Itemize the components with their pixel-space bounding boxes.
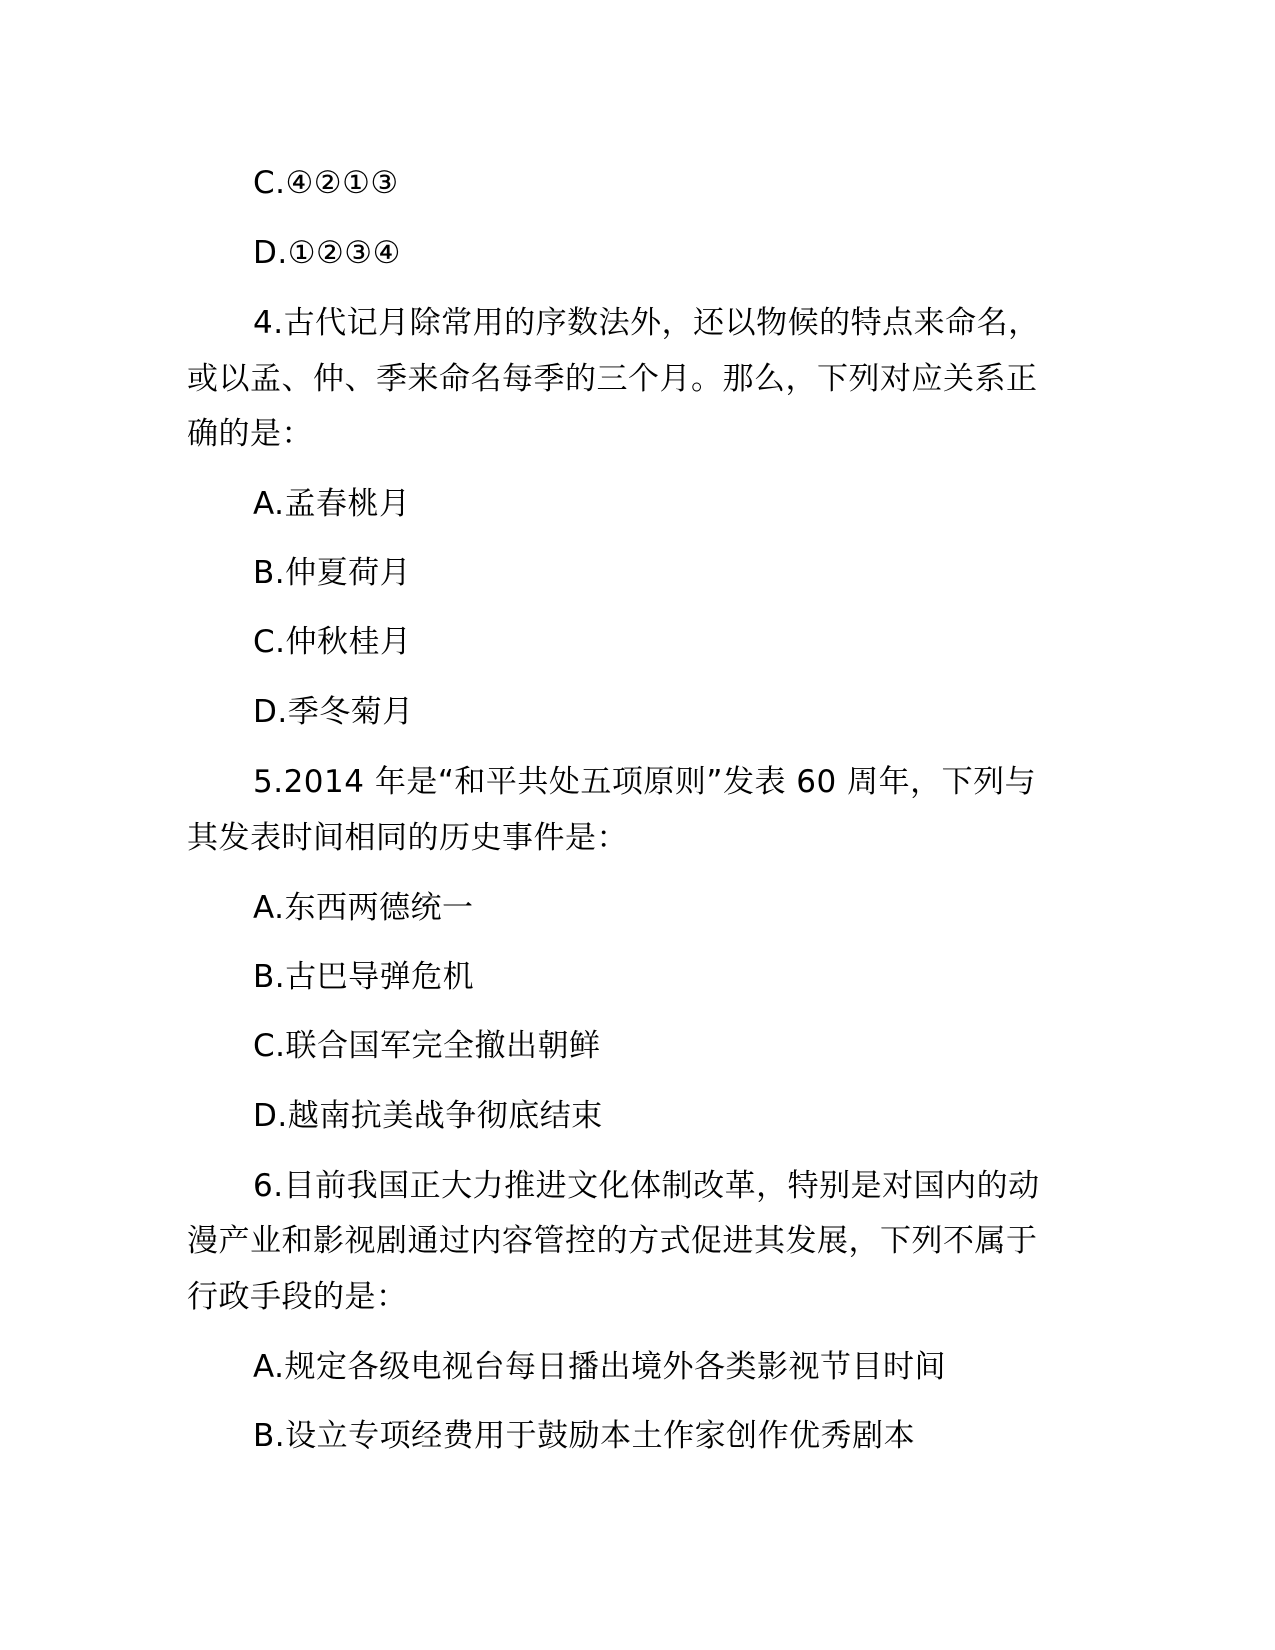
q4-option-c: C.仲秋桂月 [253, 624, 412, 660]
q6-stem-line-1: 6.目前我国正大力推进文化体制改革，特别是对国内的动 [253, 1168, 1040, 1204]
q5-option-a: A.东西两德统一 [253, 890, 474, 926]
q4-option-a: A.孟春桃月 [253, 486, 411, 522]
q4-stem-line-2: 或以孟、仲、季来命名每季的三个月。那么，下列对应关系正 [187, 361, 1038, 397]
q5-option-b: B.古巴导弹危机 [253, 959, 475, 995]
q5-stem-line-2: 其发表时间相同的历史事件是： [187, 820, 628, 856]
q6-option-a: A.规定各级电视台每日播出境外各类影视节目时间 [253, 1349, 947, 1385]
q5-option-c: C.联合国军完全撤出朝鲜 [253, 1028, 601, 1064]
q4-stem-line-1: 4.古代记月除常用的序数法外，还以物候的特点来命名， [253, 305, 1040, 341]
q5-stem-line-1: 5.2014 年是“和平共处五项原则”发表 60 周年，下列与 [253, 764, 1037, 800]
prev-option-d: D.①②③④ [253, 235, 401, 271]
q6-option-b: B.设立专项经费用于鼓励本土作家创作优秀剧本 [253, 1418, 916, 1454]
prev-option-c: C.④②①③ [253, 165, 399, 201]
q4-option-b: B.仲夏荷月 [253, 555, 412, 591]
q5-option-d: D.越南抗美战争彻底结束 [253, 1098, 603, 1134]
q4-stem-line-3: 确的是： [187, 416, 313, 452]
q4-option-d: D.季冬菊月 [253, 694, 414, 730]
q6-stem-line-3: 行政手段的是： [187, 1279, 408, 1315]
q6-stem-line-2: 漫产业和影视剧通过内容管控的方式促进其发展，下列不属于 [187, 1223, 1038, 1259]
